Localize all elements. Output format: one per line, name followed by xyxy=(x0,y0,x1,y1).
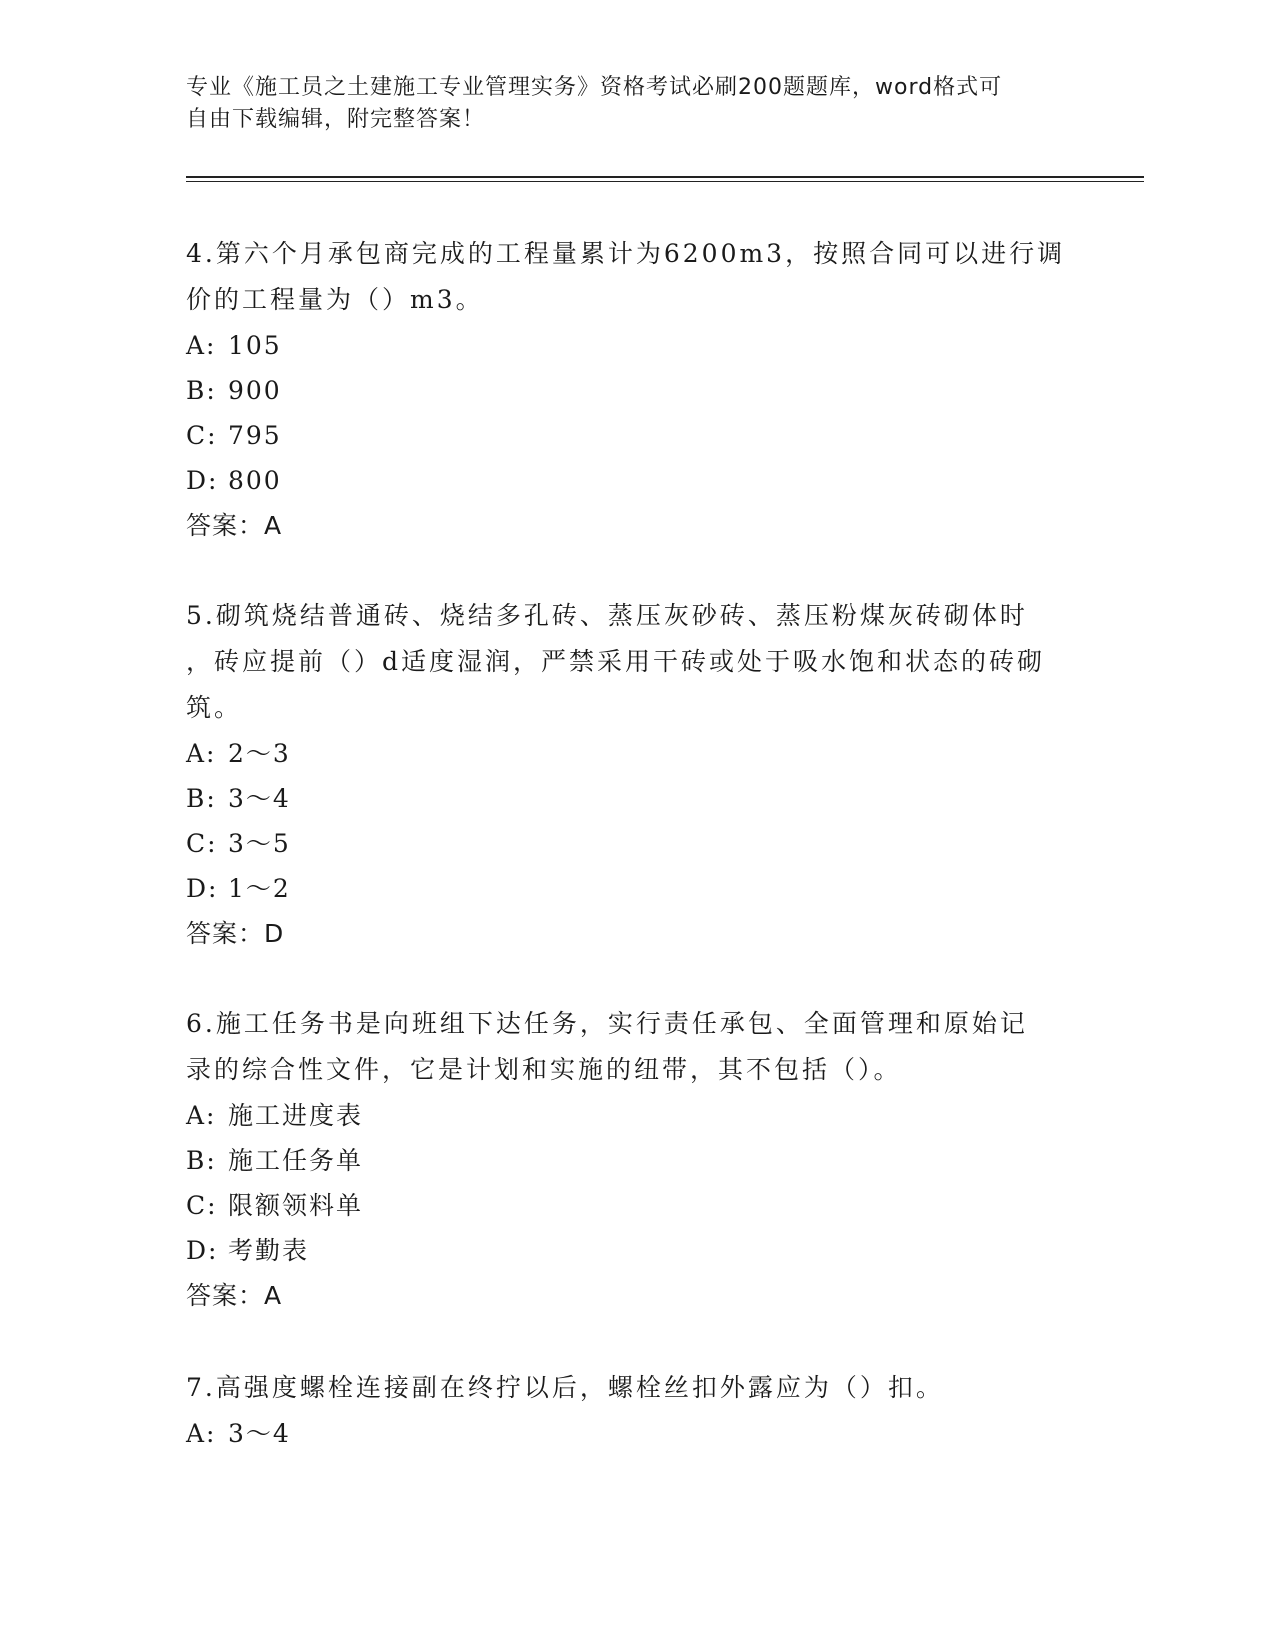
header-line-1: 专业《施工员之土建施工专业管理实务》资格考试必刷200题题库，word格式可 xyxy=(186,75,1003,100)
option-d: D: 800 xyxy=(186,466,282,495)
document-header xyxy=(186,72,1066,136)
option-a: A: 2～3 xyxy=(186,739,291,768)
option-a: A: 105 xyxy=(186,331,282,360)
question-text: 4.第六个月承包商完成的工程量累计为6200m3，按照合同可以进行调 价的工程量为（）m3。 xyxy=(186,239,1066,314)
answer: 答案：D xyxy=(186,919,285,948)
header-rule xyxy=(186,176,1144,178)
option-c: C: 限额领料单 xyxy=(186,1191,364,1220)
header-line-2: 自由下载编辑，附完整答案！ xyxy=(186,107,486,132)
question-text: 6.施工任务书是向班组下达任务，实行责任承包、全面管理和原始记 录的综合性文件，它是计划和实施的纽带，其不包括（）。 xyxy=(186,1009,1028,1084)
answer: 答案：A xyxy=(186,1281,283,1310)
option-b: B: 施工任务单 xyxy=(186,1146,364,1175)
option-c: C: 795 xyxy=(186,421,282,450)
option-a: A: 施工进度表 xyxy=(186,1101,364,1130)
question-7 xyxy=(186,1365,1086,1456)
question-4 xyxy=(186,231,1086,549)
question-5 xyxy=(186,593,1086,957)
question-text: 7.高强度螺栓连接副在终拧以后，螺栓丝扣外露应为（）扣。 xyxy=(186,1373,944,1402)
option-d: D: 1～2 xyxy=(186,874,291,903)
option-d: D: 考勤表 xyxy=(186,1236,310,1265)
option-b: B: 3～4 xyxy=(186,784,291,813)
option-a: A: 3～4 xyxy=(186,1419,291,1448)
option-c: C: 3～5 xyxy=(186,829,291,858)
option-b: B: 900 xyxy=(186,376,282,405)
question-text: 5.砌筑烧结普通砖、烧结多孔砖、蒸压灰砂砖、蒸压粉煤灰砖砌体时 ，砖应提前（）d适度湿润，严禁采用干砖或处于吸水饱和状态的砖砌 筑。 xyxy=(186,601,1046,722)
question-6 xyxy=(186,1001,1086,1319)
answer: 答案：A xyxy=(186,511,283,540)
header-rule-thin xyxy=(186,181,1144,182)
